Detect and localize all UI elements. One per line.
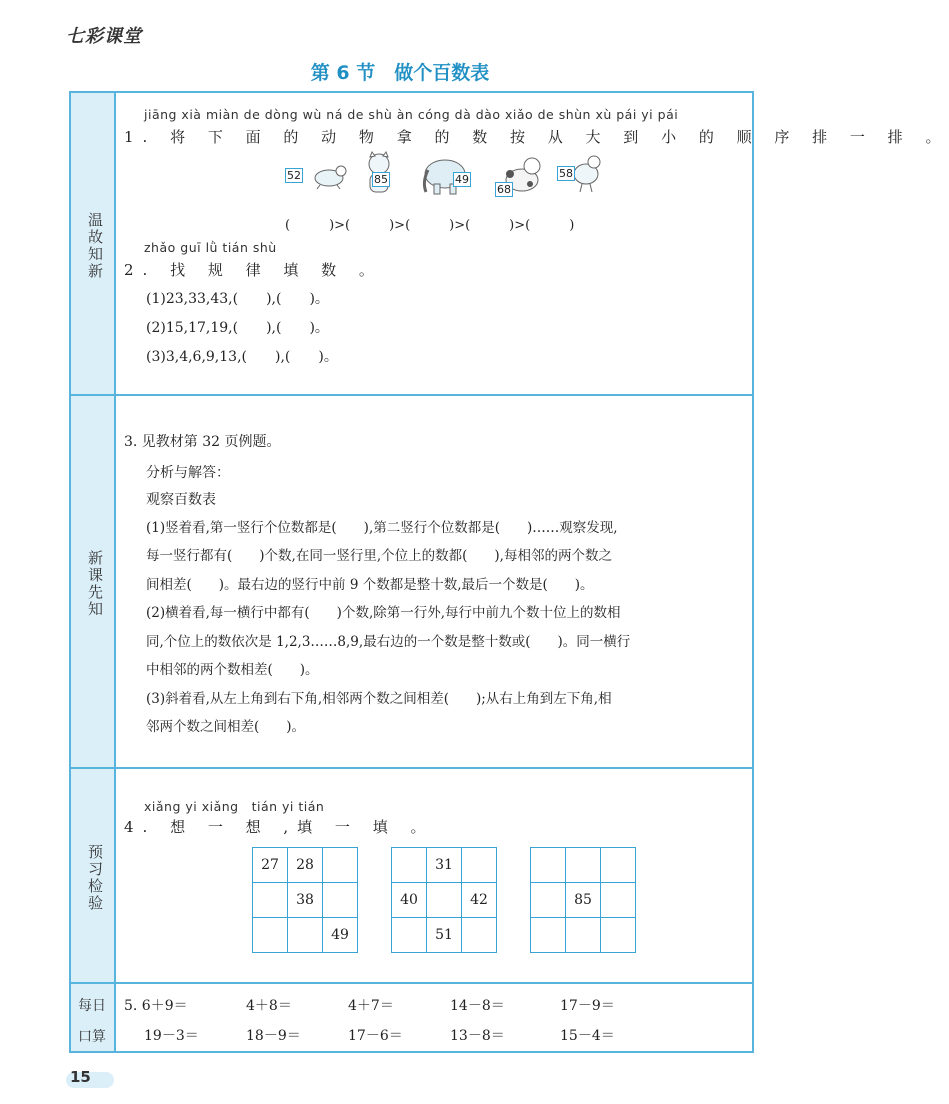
q3-line: 分析与解答：	[146, 465, 230, 481]
page-number: 15	[70, 1068, 91, 1086]
grid-cell	[253, 883, 288, 918]
section-divider-1	[69, 394, 754, 396]
grid-cell: 85	[566, 883, 601, 918]
q3-line: (3)斜着看,从左上角到右下角,相邻两个数之间相差( );从右上角到左下角,相	[146, 691, 612, 707]
grid-cell	[601, 883, 636, 918]
arithmetic-item: 19－3＝	[144, 1028, 199, 1044]
q2-item: (2)15,17,19,( ),( )。	[146, 320, 329, 336]
q3-line: 同,个位上的数依次是 1,2,3……8,9,最右边的一个数是整十数或( )。同一横行	[146, 634, 631, 650]
grid-cell	[288, 918, 323, 953]
arithmetic-item: 18－9＝	[246, 1028, 301, 1044]
animal-number-3: 49	[455, 173, 469, 186]
section-divider-3	[69, 982, 754, 984]
q3-line: 中相邻的两个数相差( )。	[146, 662, 319, 678]
grid-cell	[531, 848, 566, 883]
grid-cell	[427, 883, 462, 918]
grid-cell	[323, 848, 358, 883]
q2-item: (3)3,4,6,9,13,( ),( )。	[146, 349, 338, 365]
q4-text: 4. 想 一 想 ,填 一 填 。	[124, 818, 435, 836]
section-label-daily-1: 每日	[78, 998, 106, 1014]
q3-line: (2)横着看,每一横行中都有( )个数,除第一行外,每行中前九个数十位上的数相	[146, 605, 621, 621]
grid-cell	[566, 918, 601, 953]
grid-cell	[323, 883, 358, 918]
grid-cell	[601, 848, 636, 883]
animal-number-1: 52	[287, 169, 301, 182]
q3-line: 邻两个数之间相差( )。	[146, 719, 306, 735]
number-grid-3	[530, 847, 636, 953]
arithmetic-item: 4＋7＝	[348, 998, 394, 1014]
q2-text: 2. 找 规 律 填 数 。	[124, 261, 383, 279]
arithmetic-item: 14－8＝	[450, 998, 505, 1014]
grid-cell: 51	[427, 918, 462, 953]
animal-number-2: 85	[374, 173, 388, 186]
q3-line: 观察百数表	[146, 492, 216, 508]
arithmetic-item: 15－4＝	[560, 1028, 615, 1044]
q1-text: 1. 将 下 面 的 动 物 拿 的 数 按 从 大 到 小 的 顺 序 排 一 排 。	[124, 128, 949, 146]
grid-cell	[462, 918, 497, 953]
grid-cell: 40	[392, 883, 427, 918]
animal-number-4: 68	[497, 183, 511, 196]
section-label-preview: 新课先知	[86, 550, 104, 618]
grid-cell	[253, 918, 288, 953]
q1-pinyin: jiāng xià miàn de dòng wù ná de shù àn cóng dà dào xiǎo de shùn xù pái yi pái	[144, 107, 679, 122]
grid-cell	[392, 918, 427, 953]
q3-line: 间相差( )。最右边的竖行中前 9 个数都是整十数,最后一个数是( )。	[146, 577, 594, 593]
turtle-illustration	[312, 160, 346, 190]
q1-answer-blanks: ( )>( )>( )>( )>( )	[285, 218, 575, 233]
animal-number-5: 58	[559, 167, 573, 180]
grid-cell	[392, 848, 427, 883]
arithmetic-item: 5. 6＋9＝	[124, 998, 188, 1014]
section-label-review: 温故知新	[86, 212, 104, 280]
q3-line: (1)竖着看,第一竖行个位数都是( ),第二竖行个位数都是( )……观察发现,	[146, 520, 618, 536]
grid-cell	[462, 848, 497, 883]
grid-cell: 31	[427, 848, 462, 883]
q2-item: (1)23,33,43,( ),( )。	[146, 291, 329, 307]
grid-cell: 42	[462, 883, 497, 918]
grid-cell	[601, 918, 636, 953]
number-grid-1	[252, 847, 358, 953]
q2-pinyin: zhǎo guī lǜ tián shù	[144, 240, 277, 255]
grid-cell: 38	[288, 883, 323, 918]
grid-cell: 27	[253, 848, 288, 883]
q3-line: 每一竖行都有( )个数,在同一竖行里,个位上的数都( ),每相邻的两个数之	[146, 548, 612, 564]
arithmetic-item: 13－8＝	[450, 1028, 505, 1044]
arithmetic-item: 17－9＝	[560, 998, 615, 1014]
number-grid-2	[391, 847, 497, 953]
section-label-daily-2: 口算	[78, 1029, 106, 1045]
section-label-check: 预习检验	[86, 844, 104, 912]
arithmetic-item: 17－6＝	[348, 1028, 403, 1044]
q4-pinyin: xiǎng yi xiǎng tián yi tián	[144, 799, 325, 814]
grid-cell	[531, 918, 566, 953]
arithmetic-item: 4＋8＝	[246, 998, 292, 1014]
brand-logo: 七彩课堂	[66, 26, 142, 47]
q3-title: 3. 见教材第 32 页例题。	[124, 434, 281, 450]
page-title: 第 6 节 做个百数表	[310, 62, 490, 84]
grid-cell	[531, 883, 566, 918]
grid-cell	[566, 848, 601, 883]
grid-cell: 49	[323, 918, 358, 953]
section-divider-2	[69, 767, 754, 769]
column-divider	[114, 91, 116, 1053]
grid-cell: 28	[288, 848, 323, 883]
